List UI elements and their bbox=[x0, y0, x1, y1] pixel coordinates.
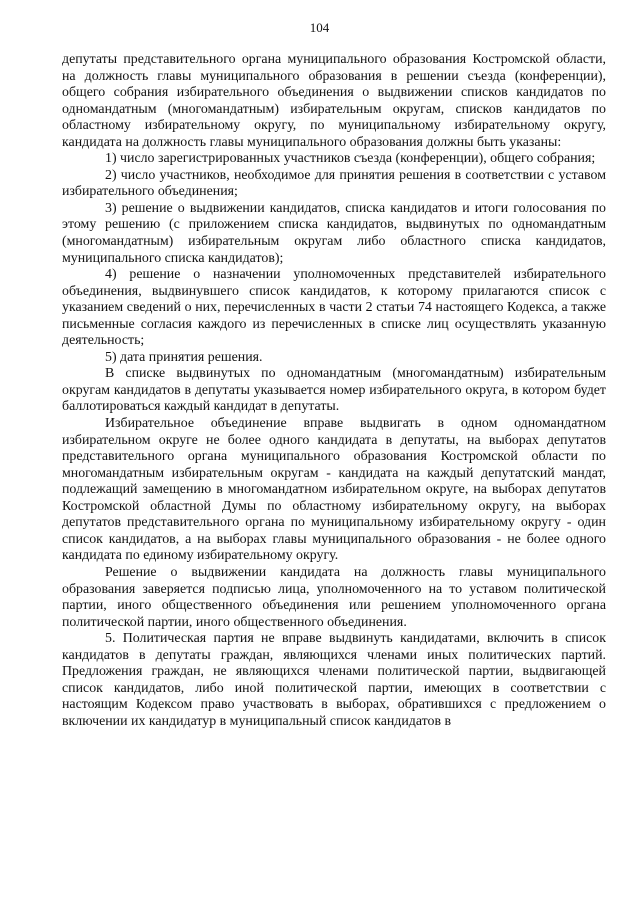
paragraph-intro: депутаты представительного органа муниципального образования Костромской области, на должность главы муниципального образования в решении съезда (конференции), общего собрания избирательного объединения о выдвижении списков кандидатов по одномандатным (многомандатным) избирательным округам, списков кандидатов по областному избирательному округу, по муниципальному избирательному округу, кандидата на должность главы муниципального образования должны быть указаны: bbox=[62, 52, 606, 150]
list-item-1: 1) число зарегистрированных участников съезда (конференции), общего собрания; bbox=[105, 151, 596, 167]
list-item-3: 3) решение о выдвижении кандидатов, списка кандидатов и итоги голосования по этому решению (с приложением списка кандидатов, выдвинутых по одномандатным (многомандатным) избирательным округам либо областного списка кандидатов, муниципального списка кандидатов); bbox=[62, 200, 606, 266]
document-body bbox=[62, 52, 606, 730]
list-item-2: 2) число участников, необходимое для принятия решения в соответствии с уставом избирательного объединения; bbox=[62, 167, 606, 200]
list-item-4: 4) решение о назначении уполномоченных представителей избирательного объединения, выдвинувшего список кандидатов, к которому прилагаются список с указанием сведений о них, перечисленных в части 2 статьи 74 настоящего Кодекса, а также письменные согласия каждого из перечисленных в списке лиц осуществлять указанную деятельность; bbox=[62, 267, 606, 349]
list-item-5: 5) дата принятия решения. bbox=[105, 349, 263, 365]
paragraph-nomination-limits: Избирательное объединение вправе выдвигать в одном одномандатном избирательном округе не более одного кандидата в депутаты, на выборах депутатов представительного органа муниципального образования Костромской области по многомандатным избирательным округам - кандидата на каждый депутатский мандат, подлежащий замещению в многомандатном избирательном округе, на выборах депутатов Костромской областной Думы по областному избирательному округу, на выборах депутатов представительного органа по муниципальному избирательному округу - один список кандидатов, а на выборах главы муниципального образования - не более одного кандидата по единому избирательному округу. bbox=[62, 416, 606, 564]
paragraph-district-number: В списке выдвинутых по одномандатным (многомандатным) избирательным округам кандидатов в депутаты указывается номер избирательного округа, в котором будет баллотироваться каждый кандидат в депутаты. bbox=[62, 366, 606, 415]
paragraph-certification: Решение о выдвижении кандидата на должность главы муниципального образования заверяется подписью лица, уполномоченного на то уставом политической партии, иного общественного объединения или решением уполномоченного органа политической партии, иного общественного объединения. bbox=[62, 564, 606, 630]
paragraph-point-5: 5. Политическая партия не вправе выдвинуть кандидатами, включить в список кандидатов в депутаты граждан, являющихся членами иных политических партий. Предложения граждан, не являющихся членами политической партии, выдвигающей список кандидатов, либо иной политической партии, имеющих в соответствии с настоящим Кодексом право участвовать в выборах, обратившихся с предложением о включении их кандидатур в муниципальный список кандидатов в bbox=[62, 631, 606, 729]
page-number: 104 bbox=[309, 20, 330, 35]
